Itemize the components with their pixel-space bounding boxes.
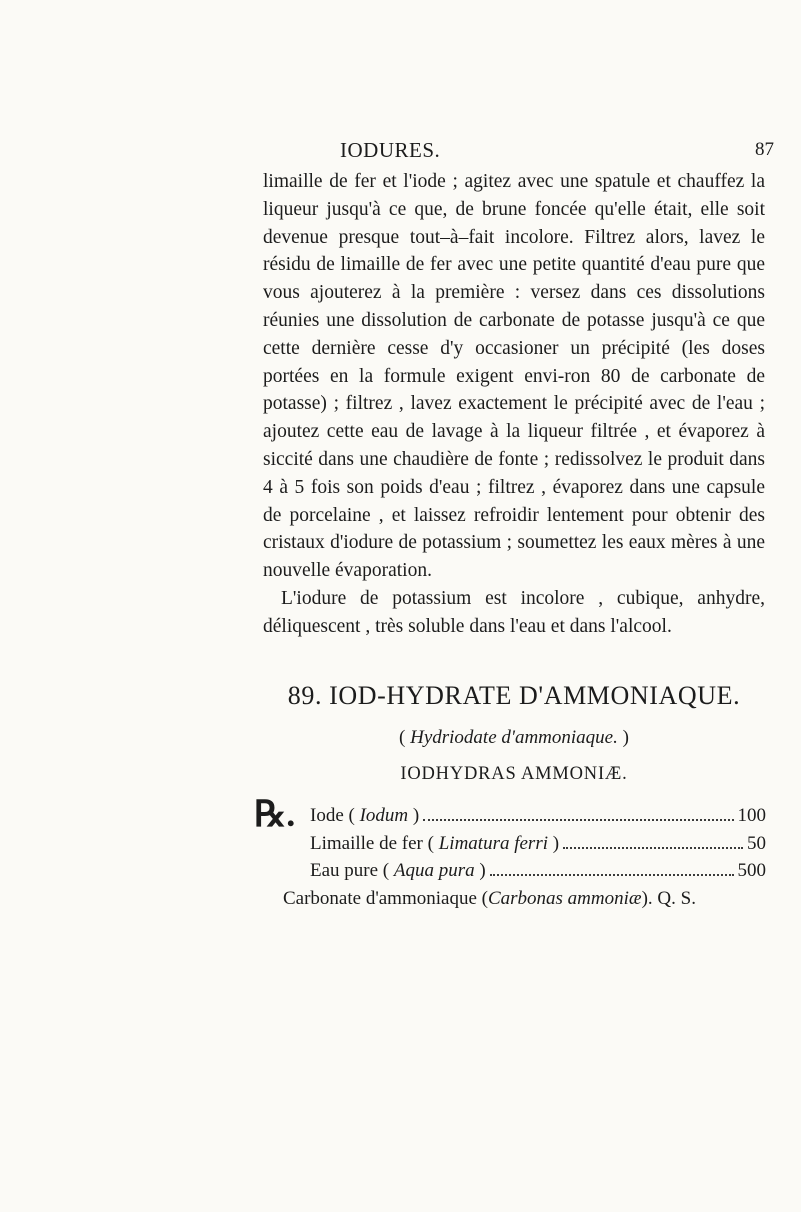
page-number: 87 (755, 139, 774, 160)
latin-name: IODHYDRAS AMMONIÆ. (400, 764, 628, 784)
ingredient-quantity: ). Q. S. (641, 888, 696, 909)
paragraph-properties: L'iodure de potassium est incolore , cubique, anhydre, déliquescent , très soluble dans l'eau et dans l'alcool. (263, 587, 765, 637)
recipe-item (310, 805, 766, 833)
ingredient-quantity: 100 (737, 805, 766, 826)
section-title: 89. IOD-HYDRATE D'AMMONIAQUE. (287, 681, 741, 710)
paragraph-procedure: limaille de fer et l'iode ; agitez avec une spatule et chauffez la liqueur jusqu'à ce que, de brune foncée qu'elle était, elle soit devenue presque tout–à–fait incolore. Filtrez alors, lavez le résidu de limaille de fer avec une petite quantité d'eau pure que vous ajouterez à la première : versez dans ces dissolutions réunies une dissolution de carbonate de potasse jusqu'à ce que cette dernière cesse d'y occasioner un précipité (les doses portées en la formule exigent envi-ron 80 de carbonate de potasse) ; filtrez , lavez exactement le précipité avec de l'eau ; ajoutez cette eau de lavage à la liqueur filtrée , et évaporez à siccité dans une chaudière de fonte ; redissolvez le produit dans 4 à 5 fois son poids d'eau ; filtrez , évaporez dans une capsule de porcelaine , et laissez refroidir lentement pour obtenir des cristaux d'iodure de potassium ; soumettez les eaux mères à une nouvelle évaporation. (263, 171, 765, 582)
running-title: IODURES. (340, 138, 441, 162)
recipe-list (310, 805, 766, 888)
dot-leader (563, 847, 743, 849)
ingredient-name: Iode ( Iodum ) (310, 805, 420, 826)
subtitle-open: ( (399, 727, 411, 748)
dot-leader (423, 819, 733, 821)
ingredient-quantity: 50 (747, 832, 766, 854)
ingredient-name: Eau pure ( Aqua pura ) (310, 860, 486, 881)
subtitle-italic: Hydriodate d'ammoniaque. (410, 727, 618, 748)
body-text (263, 168, 765, 641)
section-subtitle (263, 727, 765, 749)
recipe-item (310, 860, 766, 888)
ingredient-name: Limaille de fer ( Limatura ferri ) (310, 832, 560, 854)
ingredient-quantity: 500 (737, 860, 766, 881)
recipe-item-last (283, 888, 766, 910)
running-head (0, 138, 801, 162)
recipe-item (310, 833, 766, 861)
ingredient-name: Carbonate d'ammoniaque ( (283, 888, 488, 909)
ingredient-latin: Carbonas ammoniæ (487, 888, 642, 909)
subtitle-close: ) (617, 727, 629, 748)
dot-leader (490, 874, 734, 876)
recipe-symbol: ℞. (254, 794, 296, 834)
